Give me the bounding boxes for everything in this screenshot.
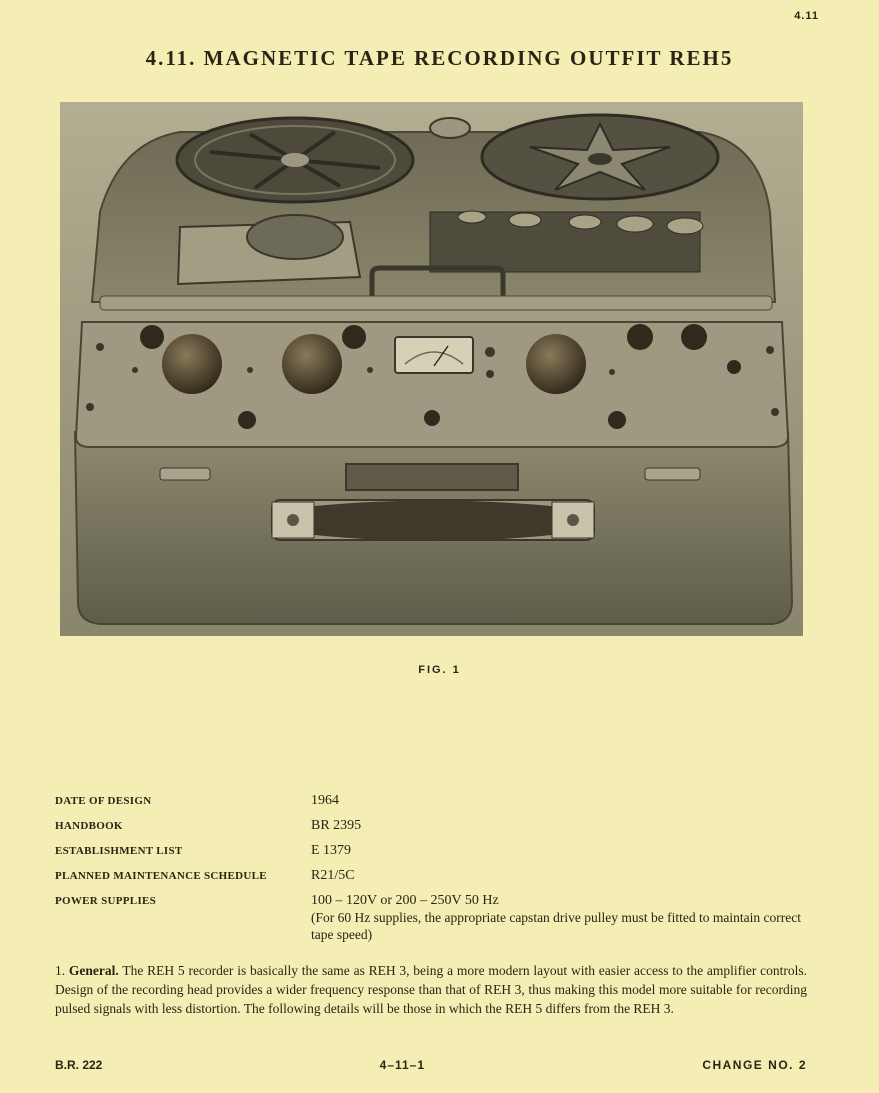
spec-value: 100 – 120V or 200 – 250V 50 Hz — [311, 893, 499, 908]
spec-value: R21/5C — [311, 868, 355, 883]
spec-row — [55, 867, 815, 885]
page-title: 4.11. MAGNETIC TAPE RECORDING OUTFIT REH5 — [145, 46, 734, 70]
spec-value: 1964 — [311, 793, 339, 808]
spec-table — [55, 792, 815, 950]
page-footer — [55, 1058, 807, 1072]
footer-change: CHANGE NO. 2 — [702, 1058, 807, 1072]
spec-row — [55, 817, 815, 835]
spec-note: (For 60 Hz supplies, the appropriate capstan drive pulley must be fitted to maintain correct tape speed) — [311, 910, 801, 942]
figure-caption: FIG. 1 — [418, 664, 461, 676]
footer-page-ref: 4–11–1 — [379, 1058, 426, 1072]
spec-row — [55, 842, 815, 860]
page-number: 4.11 — [794, 10, 819, 22]
spec-label: DATE OF DESIGN — [55, 795, 152, 807]
general-paragraph — [55, 961, 807, 1018]
spec-label: ESTABLISHMENT LIST — [55, 845, 183, 857]
spec-label: PLANNED MAINTENANCE SCHEDULE — [55, 870, 267, 882]
section-number: 1. — [55, 963, 66, 978]
spec-label: POWER SUPPLIES — [55, 895, 157, 907]
spec-value: E 1379 — [311, 843, 352, 858]
spec-row — [55, 792, 815, 810]
tape-recorder-photo — [60, 102, 803, 636]
section-heading: General. — [68, 963, 119, 978]
spec-row — [55, 892, 815, 943]
spec-value: BR 2395 — [311, 818, 362, 833]
spec-value-group — [311, 892, 815, 943]
footer-left: B.R. 222 — [55, 1058, 103, 1072]
spec-label: HANDBOOK — [55, 820, 123, 832]
section-text: The REH 5 recorder is basically the same as REH 3, being a more modern layout with easier access to the amplifier controls. Design of the recording head provides a wider frequency response than that of REH 3, thus making this model more suitable for recording pulsed signals with less distortion. The following details will be those in which the REH 5 differs from the REH 3. — [55, 963, 807, 1016]
